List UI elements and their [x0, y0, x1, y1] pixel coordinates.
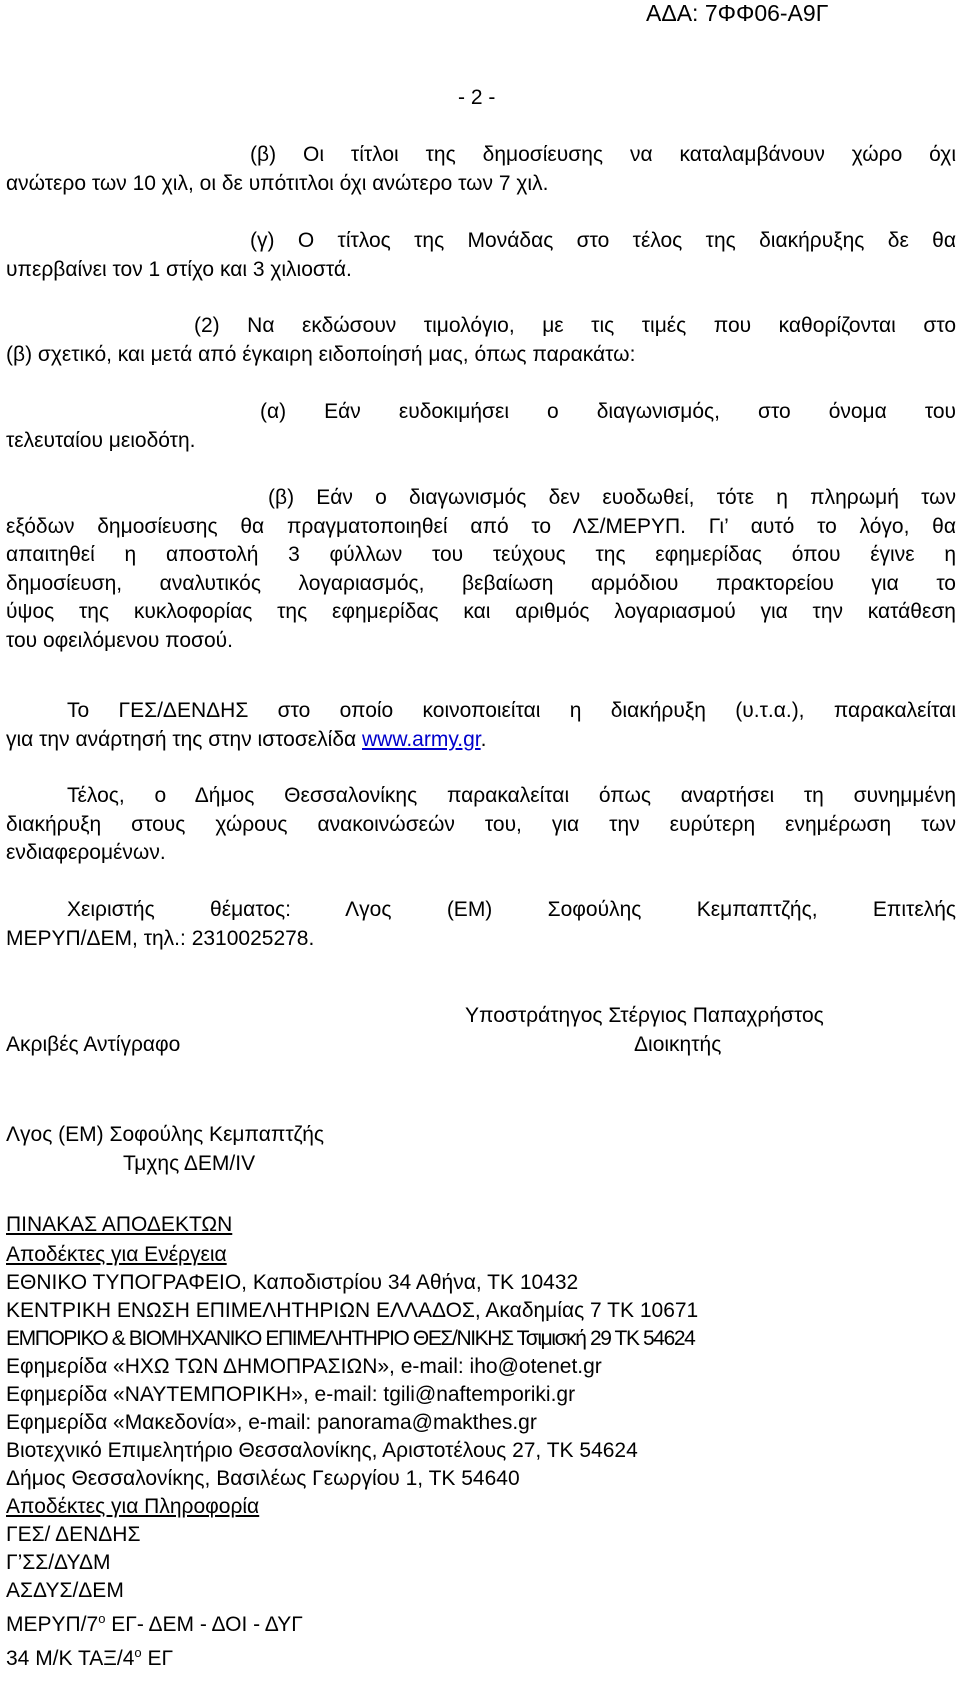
paragraph-2-invoice	[6, 312, 956, 369]
text-line: Το ΓΕΣ/ΔΕΝΔΗΣ στο οποίο κοινοποιείται η διακήρυξη (υ.τ.α.), παρακαλείται	[67, 699, 956, 722]
army-website-link[interactable]: www.army.gr	[362, 727, 481, 751]
list-item: ΕΘΝΙΚΟ ΤΥΠΟΓΡΑΦΕΙΟ, Καποδιστρίου 34 Αθήνα, ΤΚ 10432	[6, 1271, 579, 1294]
text-line: (β) Εάν ο διαγωνισμός δεν ευοδωθεί, τότε η πληρωμή των	[268, 486, 956, 509]
list-item: Βιοτεχνικό Επιμελητήριο Θεσσαλονίκης, Αριστοτέλους 27, ΤΚ 54624	[6, 1439, 638, 1462]
text-line: εξόδων δημοσίευσης θα πραγματοποιηθεί από το ΛΣ/ΜΕΡΥΠ. Γι’ αυτό το λόγο, θα	[6, 514, 956, 538]
list-item: Δήμος Θεσσαλονίκης, Βασιλέως Γεωργίου 1, ΤΚ 54640	[6, 1467, 520, 1490]
list-item: Εφημερίδα «Μακεδονία», e-mail: panorama@makthes.gr	[6, 1411, 537, 1434]
text-line: υπερβαίνει τον 1 στίχο και 3 χιλιοστά.	[6, 257, 352, 281]
paragraph-beta-titles	[6, 141, 956, 198]
text-line: ύψος της κυκλοφορίας της εφημερίδας και αριθμός λογαριασμού για την κατάθεση	[6, 600, 956, 623]
text-line: ΜΕΡΥΠ/ΔΕΜ, τηλ.: 2310025278.	[6, 926, 315, 950]
action-recipients-heading: Αποδέκτες για Ενέργεια	[6, 1243, 227, 1266]
text-line: (2) Να εκδώσουν τιμολόγιο, με τις τιμές που καθορίζονται στο	[194, 314, 956, 337]
text-line: (β) Οι τίτλοι της δημοσίευσης να καταλαμβάνουν χώρο όχι	[250, 143, 956, 166]
text-line: (α) Εάν ευδοκιμήσει ο διαγωνισμός, στο όνομα του	[260, 400, 956, 423]
paragraph-handler	[6, 896, 956, 953]
text-line: Χειριστής θέματος: Λγος (ΕΜ) Σοφούλης Κεμπαπτζής, Επιτελής	[67, 898, 956, 921]
paragraph-ges	[6, 697, 956, 754]
text-line: ανώτερο των 10 χιλ, οι δε υπότιτλοι όχι ανώτερο των 7 χιλ.	[6, 171, 549, 195]
copy-signer-name: Λγος (ΕΜ) Σοφούλης Κεμπαπτζής	[6, 1123, 325, 1146]
paragraph-gamma-unit-title	[6, 227, 956, 284]
list-item: Εφημερίδα «ΗΧΩ ΤΩΝ ΔΗΜΟΠΡΑΣΙΩΝ», e-mail: iho@otenet.gr	[6, 1355, 602, 1378]
text-line: (β) σχετικό, και μετά από έγκαιρη ειδοποίησή μας, όπως παρακάτω:	[6, 342, 636, 366]
list-item: ΓΕΣ/ ΔΕΝΔΗΣ	[6, 1523, 141, 1546]
list-item	[6, 1639, 698, 1673]
text-line-start: για την ανάρτησή της στην ιστοσελίδα	[6, 727, 362, 751]
mk-text-rest: ΕΓ	[141, 1647, 174, 1670]
recipients-table	[6, 1211, 698, 1673]
ordinal-mark: ο	[98, 1611, 106, 1626]
text-line: διακήρυξη στους χώρους ανακοινώσεών του, για την ευρύτερη ενημέρωση των	[6, 812, 956, 836]
text-line: τελευταίου μειοδότη.	[6, 428, 196, 452]
copy-signer-title: Τμχης ΔΕΜ/IV	[123, 1152, 256, 1175]
text-line	[6, 726, 956, 755]
text-line: (γ) Ο τίτλος της Μονάδας στο τέλος της διακήρυξης δε θα	[250, 229, 956, 252]
list-item: Εφημερίδα «ΝΑΥΤΕΜΠΟΡΙΚΗ», e-mail: tgili@naftemporiki.gr	[6, 1383, 576, 1406]
info-recipients-heading: Αποδέκτες για Πληροφορία	[6, 1495, 260, 1518]
list-item: ΕΜΠΟΡΙΚΟ & ΒΙΟΜΗΧΑΝΙΚΟ ΕΠΙΜΕΛΗΤΗΡΙΟ ΘΕΣ/ΝΙΚΗΣ Τσιμισκή 29 ΤΚ 54624	[6, 1327, 695, 1350]
text-line: Τέλος, ο Δήμος Θεσσαλονίκης παρακαλείται όπως αναρτήσει τη συνημμένη	[67, 784, 956, 807]
text-line: απαιτηθεί η αποστολή 3 φύλλων του τεύχους της εφημερίδας όπου έγινε η	[6, 543, 956, 566]
paragraph-alpha-success	[6, 398, 956, 455]
paragraph-beta-failure	[6, 484, 956, 655]
meryp-text: ΜΕΡΥΠ/7	[6, 1613, 99, 1636]
commander-name: Υποστράτηγος Στέργιος Παπαχρήστος	[465, 1004, 824, 1027]
paragraph-dimos	[6, 782, 956, 868]
text-line: ενδιαφερομένων.	[6, 841, 166, 864]
recipients-heading: ΠΙΝΑΚΑΣ ΑΠΟΔΕΚΤΩΝ	[6, 1213, 233, 1236]
list-item	[6, 1605, 698, 1639]
list-item: ΚΕΝΤΡΙΚΗ ΕΝΩΣΗ ΕΠΙΜΕΛΗΤΗΡΙΩΝ ΕΛΛΑΔΟΣ, Ακαδημίας 7 ΤΚ 10671	[6, 1299, 699, 1322]
ordinal-mark: ο	[134, 1645, 142, 1660]
list-item: Γ’ΣΣ/ΔΥΔΜ	[6, 1551, 111, 1574]
text-line: δημοσίευση, αναλυτικός λογαριασμός, βεβαίωση αρμόδιου πρακτορείου για το	[6, 571, 956, 595]
page-number: - 2 -	[458, 86, 496, 109]
text-line-end: .	[480, 727, 487, 751]
mk-text: 34 Μ/Κ ΤΑΞ/4	[6, 1647, 135, 1670]
list-item: ΑΣΔΥΣ/ΔΕΜ	[6, 1579, 124, 1602]
text-line: του οφειλόμενου ποσού.	[6, 628, 233, 652]
commander-title: Διοικητής	[634, 1033, 722, 1056]
meryp-text-rest: ΕΓ- ΔΕΜ - ΔΟΙ - ΔΥΓ	[105, 1613, 303, 1636]
ada-code: ΑΔΑ: 7ΦΦ06-Α9Γ	[646, 0, 829, 26]
true-copy-label: Ακριβές Αντίγραφο	[6, 1033, 181, 1056]
